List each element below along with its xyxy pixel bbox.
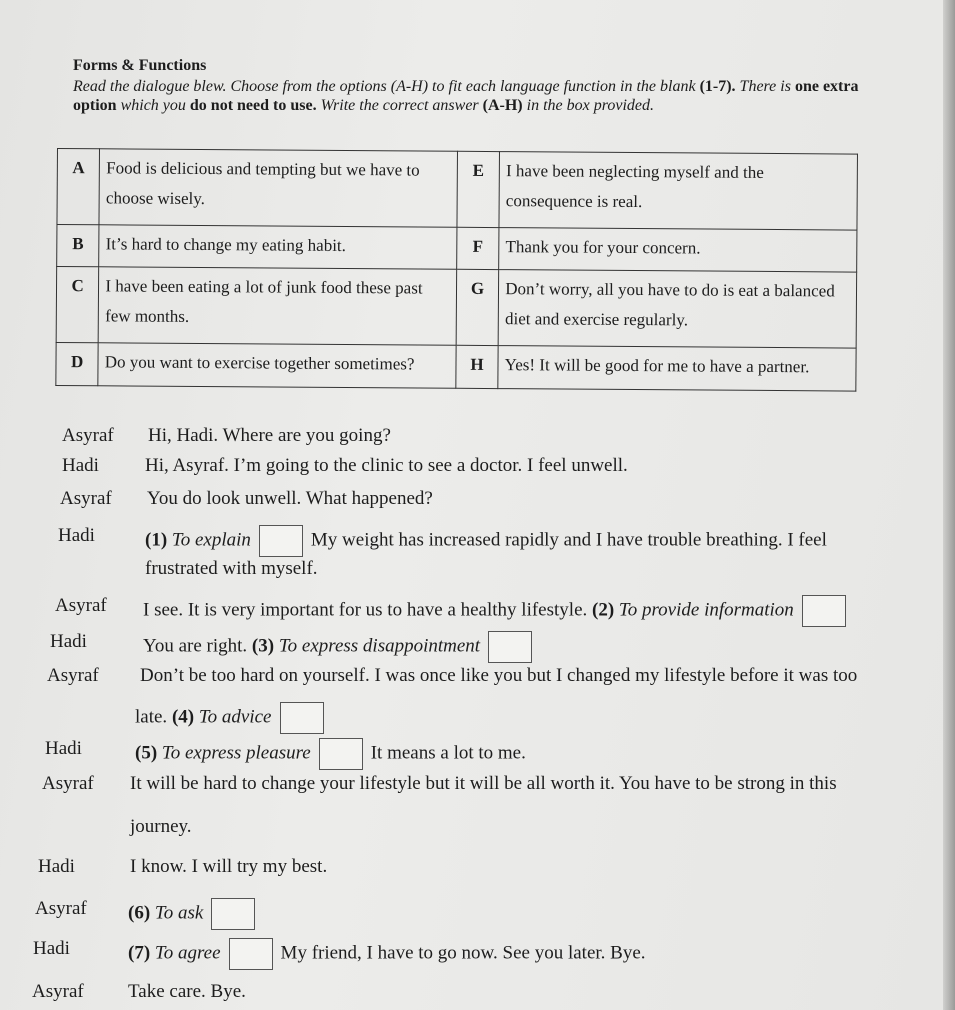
speaker-name: Hadi: [33, 938, 70, 959]
answer-box[interactable]: [280, 702, 324, 734]
speaker-name: Asyraf: [32, 981, 84, 1002]
option-text: It’s hard to change my eating habit.: [99, 225, 457, 270]
speaker-name: Asyraf: [47, 665, 99, 686]
answer-box[interactable]: [229, 938, 273, 970]
option-text: I have been neglecting myself and the consequence is real.: [499, 152, 857, 230]
instr-bold: (1-7).: [699, 78, 736, 95]
dialogue-text: journey.: [130, 816, 192, 837]
language-function: To agree: [154, 942, 221, 964]
dialogue-line: [128, 938, 646, 970]
option-letter: H: [456, 345, 499, 388]
instr-text: which you: [116, 97, 190, 114]
options-table: [55, 148, 858, 392]
instr-text: Write the correct answer: [316, 97, 483, 114]
dialogue-text: Hi, Hadi. Where are you going?: [148, 425, 391, 446]
language-function: To explain: [171, 529, 251, 551]
dialogue-text: You do look unwell. What happened?: [147, 488, 433, 509]
blank-number: (6): [128, 902, 155, 924]
option-letter: B: [57, 224, 100, 267]
dialogue-line: [145, 525, 827, 557]
dialogue-text: You are right.: [143, 635, 252, 657]
dialogue-text: Don’t be too hard on yourself. I was once like you but I changed my lifestyle before it was too: [140, 665, 858, 686]
option-letter: G: [456, 270, 499, 346]
dialogue-line: [148, 425, 391, 447]
speaker-name: Hadi: [38, 856, 75, 877]
dialogue-text: My friend, I have to go now. See you later. Bye.: [280, 942, 646, 964]
option-text: I have been eating a lot of junk food these past few months.: [98, 267, 456, 345]
option-text: Don’t worry, all you have to do is eat a balanced diet and exercise regularly.: [498, 270, 856, 348]
speaker-name: Hadi: [45, 738, 82, 759]
dialogue-line: [128, 981, 246, 1003]
option-letter: A: [57, 149, 100, 225]
instr-text: There is: [735, 78, 795, 95]
speaker-name: Asyraf: [62, 425, 114, 446]
instr-text: Read the dialogue blew. Choose from the options (A-H) to fit each language function in the blank: [73, 78, 700, 95]
speaker-name: Hadi: [50, 631, 87, 652]
page-edge: [943, 0, 955, 1010]
dialogue-text: Hi, Asyraf. I’m going to the clinic to see a doctor. I feel unwell.: [145, 455, 628, 476]
instructions: [73, 77, 873, 115]
option-row: [56, 343, 856, 391]
option-row: [57, 149, 858, 230]
answer-box[interactable]: [488, 631, 532, 663]
dialogue-line: [140, 665, 857, 687]
option-row: [56, 267, 857, 348]
dialogue-line: [130, 816, 192, 838]
instr-bold: one extra option: [73, 78, 859, 114]
language-function: To express pleasure: [161, 742, 311, 764]
option-text: Do you want to exercise together sometimes?: [98, 343, 456, 388]
blank-number: (7): [128, 942, 155, 964]
dialogue-text: late.: [135, 706, 172, 728]
instr-text: in the box provided.: [522, 97, 654, 114]
speaker-name: Asyraf: [55, 595, 107, 616]
blank-number: (5): [135, 742, 162, 764]
dialogue-text: My weight has increased rapidly and I have trouble breathing. I feel: [310, 529, 827, 551]
option-text: Thank you for your concern.: [499, 227, 857, 272]
option-letter: E: [457, 151, 500, 227]
dialogue-line: [135, 702, 332, 734]
blank-number: (4): [171, 706, 199, 728]
answer-box[interactable]: [802, 595, 846, 627]
blank-number: (1): [145, 529, 172, 551]
option-text: Food is delicious and tempting but we have to choose wisely.: [99, 149, 457, 227]
option-letter: F: [457, 227, 500, 270]
instr-bold: (A-H): [482, 97, 523, 114]
blank-number: (2): [592, 599, 619, 621]
speaker-name: Asyraf: [35, 898, 87, 919]
option-letter: C: [56, 267, 99, 343]
dialogue-line: [145, 558, 318, 580]
dialogue-line: [130, 856, 327, 878]
language-function: To provide information: [618, 599, 794, 621]
speaker-name: Asyraf: [60, 488, 112, 509]
dialogue-text: frustrated with myself.: [145, 558, 318, 579]
speaker-name: Hadi: [62, 455, 99, 476]
language-function: To ask: [154, 902, 204, 924]
speaker-name: Hadi: [58, 525, 95, 546]
dialogue-text: It will be hard to change your lifestyle but it will be all worth it. You have to be strong in this: [130, 773, 837, 794]
dialogue-line: [130, 773, 837, 795]
answer-box[interactable]: [211, 898, 255, 930]
dialogue-line: [143, 631, 540, 663]
dialogue-line: [145, 455, 628, 477]
answer-box[interactable]: [319, 738, 363, 770]
instr-bold: do not need to use.: [189, 97, 317, 114]
blank-number: (3): [251, 635, 279, 657]
dialogue-line: [143, 595, 854, 627]
section-title: Forms & Functions: [73, 57, 207, 74]
speaker-name: Asyraf: [42, 773, 94, 794]
dialogue-line: [135, 738, 526, 770]
language-function: To express disappointment: [278, 635, 481, 657]
dialogue-text: I know. I will try my best.: [130, 856, 328, 877]
language-function: To advice: [198, 706, 272, 728]
dialogue-text: It means a lot to me.: [370, 742, 526, 764]
option-text: Yes! It will be good for me to have a partner.: [498, 346, 856, 391]
dialogue-text: Take care. Bye.: [128, 981, 246, 1002]
option-letter: D: [56, 343, 99, 386]
option-row: [57, 224, 857, 272]
answer-box[interactable]: [259, 525, 303, 557]
dialogue-text: I see. It is very important for us to have a healthy lifestyle.: [143, 599, 593, 621]
dialogue-line: [128, 898, 263, 930]
dialogue-line: [147, 488, 433, 510]
